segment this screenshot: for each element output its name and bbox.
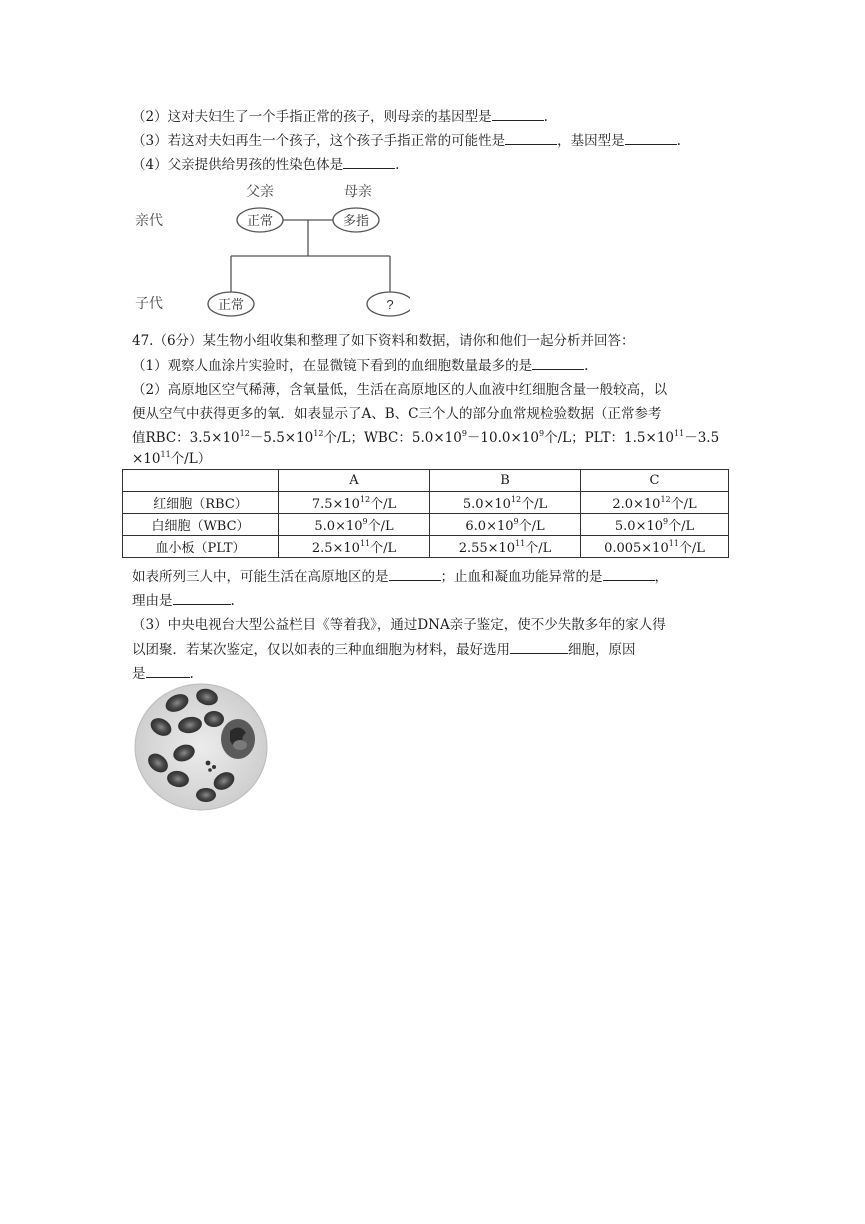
q47-part1: （1）观察人血涂片实验时，在显微镜下看到的血细胞数量最多的是 . <box>132 355 588 376</box>
q46-line-3: （3）若这对夫妇再生一个孩子，这个孩子手指正常的可能性是 ，基因型是 . <box>132 130 681 151</box>
child-generation-label: 子代 <box>135 295 163 311</box>
answer-blank[interactable] <box>173 590 231 605</box>
pedigree-diagram <box>130 180 410 322</box>
table-cell: $2.5\times 10^{11}$个/L <box>279 536 430 558</box>
row-label: 白细胞（WBC） <box>123 514 279 536</box>
table-cell: $5.0\times 10^9$个/L <box>581 514 729 536</box>
q47-part2-answer-line2: 理由是 . <box>132 590 235 611</box>
answer-blank[interactable] <box>532 355 584 370</box>
q47-part2-line4: $\times 10^{11}$个/L） <box>132 450 212 467</box>
blood-smear-image <box>134 683 268 811</box>
answer-blank[interactable] <box>492 106 544 121</box>
table-cell: $0.005\times 10^{11}$个/L <box>581 536 729 558</box>
q47-part2-line1: （2）高原地区空气稀薄，含氧量低，生活在高原地区的人血液中红细胞含量一般较高，以 <box>132 382 668 398</box>
q47-title: 47.（6分）某生物小组收集和整理了如下资料和数据，请你和他们一起分析并回答： <box>132 333 635 349</box>
q46-line-2: （2）这对夫妇生了一个手指正常的孩子，则母亲的基因型是 . <box>132 106 548 127</box>
table-header-cell <box>123 470 279 492</box>
table-cell: $6.0\times 10^9$个/L <box>430 514 581 536</box>
table-cell: $7.5\times 10^{12}$个/L <box>279 492 430 514</box>
answer-blank[interactable] <box>505 130 557 145</box>
q47-part2-answer-line1: 如表所列三人中，可能生活在高原地区的是 ；止血和凝血功能异常的是 ， <box>132 566 668 587</box>
table-cell: $2.0\times 10^{12}$个/L <box>581 492 729 514</box>
q47-part2-line3: 值RBC：$3.5\times 10^{12}-5.5\times 10^{12}$个/L；WBC：$5.0\times 10^9-10.0\times 10^9$个/L；PLT：$1.5\times 10^{11}-3.5$ <box>132 429 720 446</box>
table-cell: $2.55\times 10^{11}$个/L <box>430 536 581 558</box>
child2-trait: ? <box>386 297 394 312</box>
q47-part3-line3: 是 . <box>132 663 194 684</box>
mother-label: 母亲 <box>344 183 372 199</box>
father-trait: 正常 <box>246 213 274 228</box>
table-header-row <box>123 470 729 492</box>
q47-part3-line2: 以团聚．若某次鉴定，仅以如表的三种血细胞为材料，最好选用 细胞，原因 <box>132 639 636 660</box>
table-cell: $5.0\times 10^9$个/L <box>279 514 430 536</box>
parent-generation-label: 亲代 <box>135 212 163 228</box>
table-row <box>123 514 729 536</box>
answer-blank[interactable] <box>625 130 677 145</box>
child1-trait: 正常 <box>217 297 245 312</box>
mother-trait: 多指 <box>342 213 370 228</box>
table-cell: $5.0\times 10^{12}$个/L <box>430 492 581 514</box>
row-label: 血小板（PLT） <box>123 536 279 558</box>
q46-line-4: （4）父亲提供给男孩的性染色体是 . <box>132 154 399 175</box>
table-header-cell: C <box>581 470 729 492</box>
row-label: 红细胞（RBC） <box>123 492 279 514</box>
answer-blank[interactable] <box>146 663 190 678</box>
table-header-cell: B <box>430 470 581 492</box>
table-row <box>123 492 729 514</box>
table-header-cell: A <box>279 470 430 492</box>
answer-blank[interactable] <box>343 154 395 169</box>
q47-part2-line2: 便从空气中获得更多的氧．如表显示了A、B、C三个人的部分血常规检验数据（正常参考 <box>132 406 662 422</box>
answer-blank[interactable] <box>389 566 441 581</box>
white-blood-cell <box>221 719 255 759</box>
father-label: 父亲 <box>246 183 274 199</box>
answer-blank[interactable] <box>510 639 568 654</box>
blood-test-table <box>122 469 729 558</box>
answer-blank[interactable] <box>603 566 655 581</box>
table-row <box>123 536 729 558</box>
q47-part3-line1: （3）中央电视台大型公益栏目《等着我》，通过DNA亲子鉴定，使不少失散多年的家人得 <box>132 617 666 633</box>
